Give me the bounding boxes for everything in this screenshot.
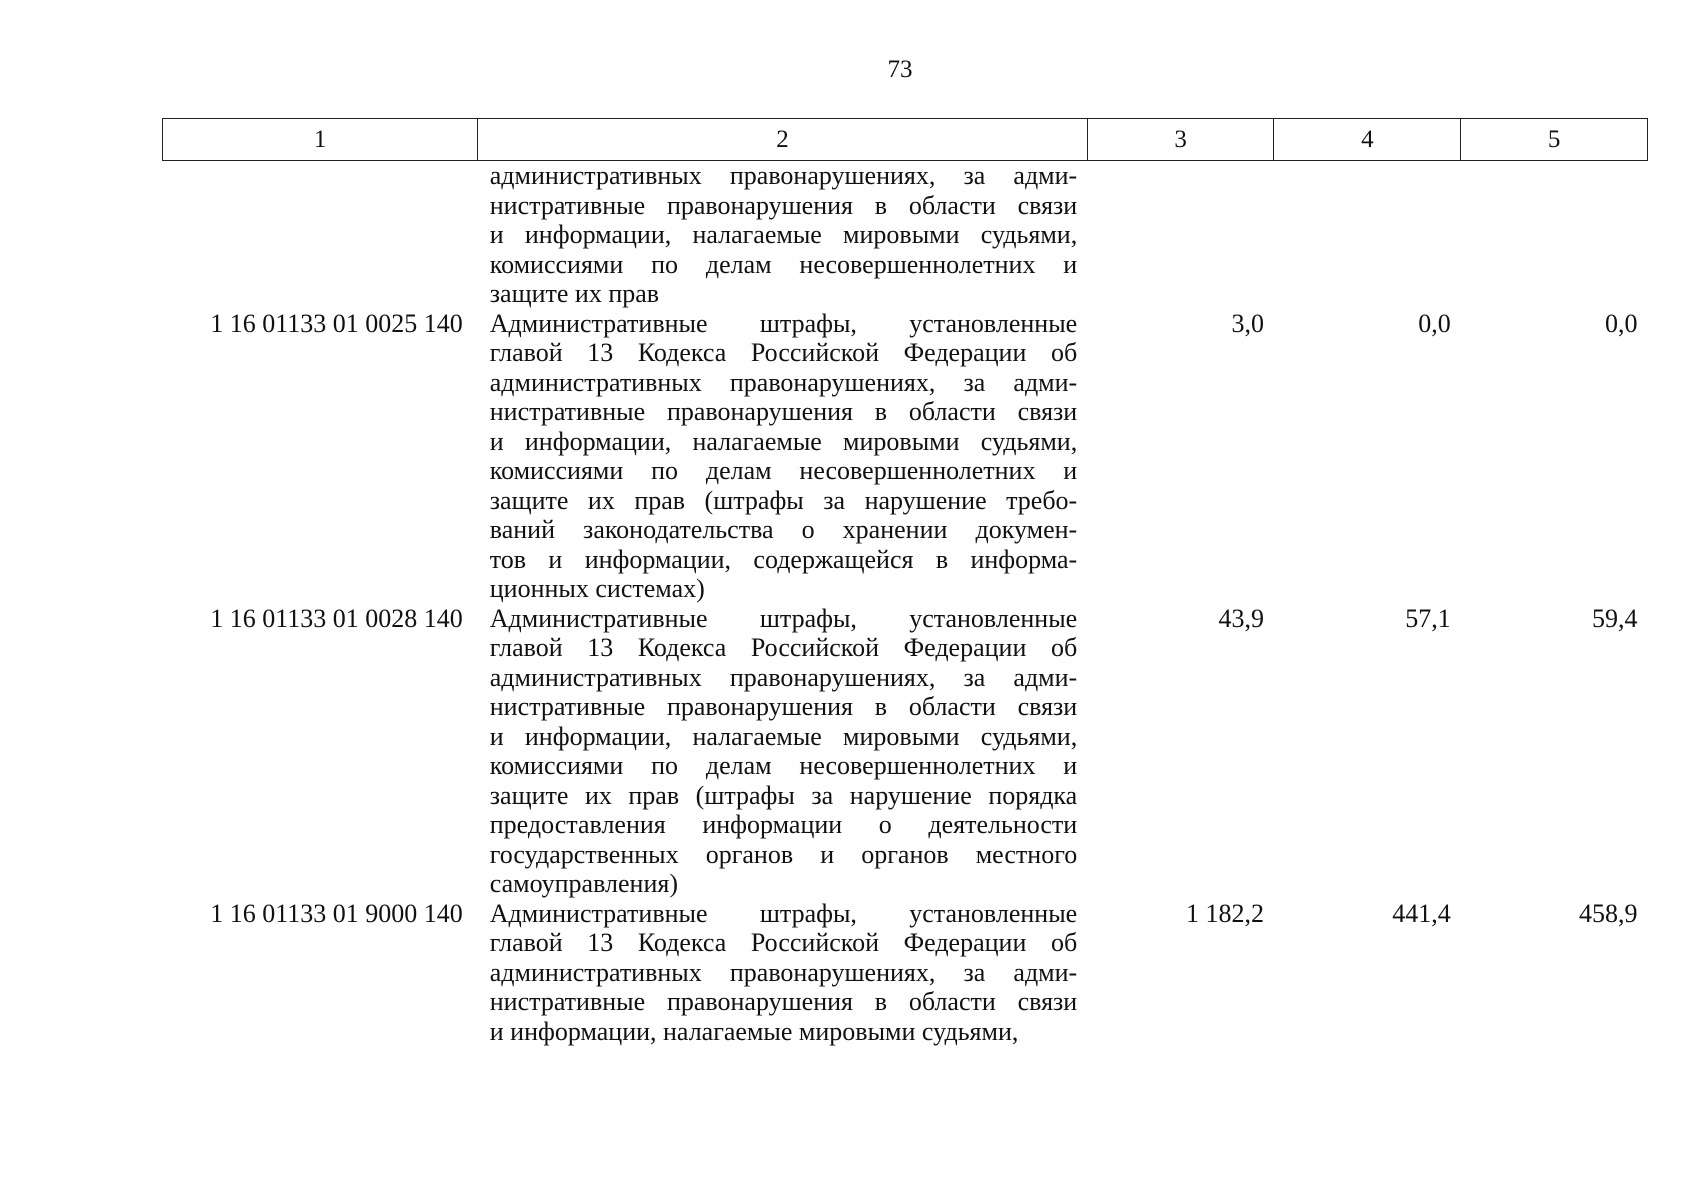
description-line: главой 13 Кодекса Российской Федерации об <box>489 928 1078 957</box>
table-header-row <box>163 119 1648 161</box>
description-line: нистративные правонарушения в области связи <box>489 190 1078 220</box>
description-line: Административные штрафы, установленные <box>489 898 1078 928</box>
row-value-col4: 0,0 <box>1418 308 1451 338</box>
description-line: нистративные правонарушения в области связи <box>489 987 1078 1016</box>
row-description <box>478 309 1087 604</box>
row-value-col4 <box>1274 161 1461 309</box>
description-line: защите их прав <box>489 279 660 308</box>
description-line: ционных системах) <box>489 574 705 603</box>
description-line: административных правонарушениях, за адми- <box>489 662 1078 692</box>
row-code: 1 16 01133 01 0028 140 <box>210 603 463 633</box>
row-description <box>478 604 1087 899</box>
table-row <box>163 604 1648 899</box>
description-line: административных правонарушениях, за адми- <box>489 957 1078 987</box>
row-code: 1 16 01133 01 0025 140 <box>210 308 463 338</box>
description-line: административных правонарушениях, за адми- <box>489 161 1078 190</box>
row-value-col5: 458,9 <box>1579 898 1638 928</box>
table-row <box>163 161 1648 309</box>
column-header-5: 5 <box>1461 119 1648 161</box>
column-header-3: 3 <box>1087 119 1274 161</box>
row-value-col3: 3,0 <box>1231 308 1264 338</box>
row-value-col4: 57,1 <box>1405 603 1451 633</box>
description-line: ваний законодательства о хранении докумен- <box>489 515 1078 544</box>
description-line: главой 13 Кодекса Российской Федерации об <box>489 338 1078 367</box>
description-line: нистративные правонарушения в области связи <box>489 692 1078 721</box>
row-value-col3: 43,9 <box>1218 603 1264 633</box>
column-header-2: 2 <box>478 119 1087 161</box>
description-line: самоуправления) <box>489 869 678 898</box>
description-line: главой 13 Кодекса Российской Федерации об <box>489 633 1078 662</box>
table-row <box>163 899 1648 1047</box>
description-line: тов и информации, содержащейся в информа- <box>489 544 1078 574</box>
description-line: комиссиями по делам несовершеннолетних и <box>489 456 1078 485</box>
table-row <box>163 309 1648 604</box>
description-line: защите их прав (штрафы за нарушение порядка <box>489 780 1078 810</box>
column-header-4: 4 <box>1274 119 1461 161</box>
row-code: 1 16 01133 01 9000 140 <box>210 898 463 928</box>
row-value-col4: 441,4 <box>1392 898 1451 928</box>
row-description <box>478 899 1087 1047</box>
row-value-col3: 1 182,2 <box>1185 898 1264 928</box>
description-line: административных правонарушениях, за адми- <box>489 367 1078 397</box>
description-line: и информации, налагаемые мировыми судьями, <box>489 1016 1019 1046</box>
row-value-col5 <box>1461 161 1648 309</box>
description-line: и информации, налагаемые мировыми судьями, <box>489 426 1078 456</box>
row-value-col5: 0,0 <box>1605 308 1638 338</box>
description-line: государственных органов и органов местного <box>489 839 1078 869</box>
row-value-col3 <box>1087 161 1274 309</box>
description-line: и информации, налагаемые мировыми судьями, <box>489 220 1078 249</box>
row-description <box>478 161 1087 309</box>
description-line: предоставления информации о деятельности <box>489 810 1078 839</box>
description-line: нистративные правонарушения в области связи <box>489 397 1078 426</box>
description-line: и информации, налагаемые мировыми судьями, <box>489 721 1078 751</box>
description-line: комиссиями по делам несовершеннолетних и <box>489 751 1078 780</box>
row-value-col5: 59,4 <box>1592 603 1638 633</box>
column-header-1: 1 <box>163 119 478 161</box>
description-line: Административные штрафы, установленные <box>489 603 1078 633</box>
description-line: защите их прав (штрафы за нарушение требо- <box>489 485 1078 515</box>
page-number: 73 <box>887 56 913 83</box>
budget-table <box>162 118 1648 1046</box>
description-line: комиссиями по делам несовершеннолетних и <box>489 249 1078 279</box>
row-code <box>163 161 478 309</box>
description-line: Административные штрафы, установленные <box>489 308 1078 338</box>
